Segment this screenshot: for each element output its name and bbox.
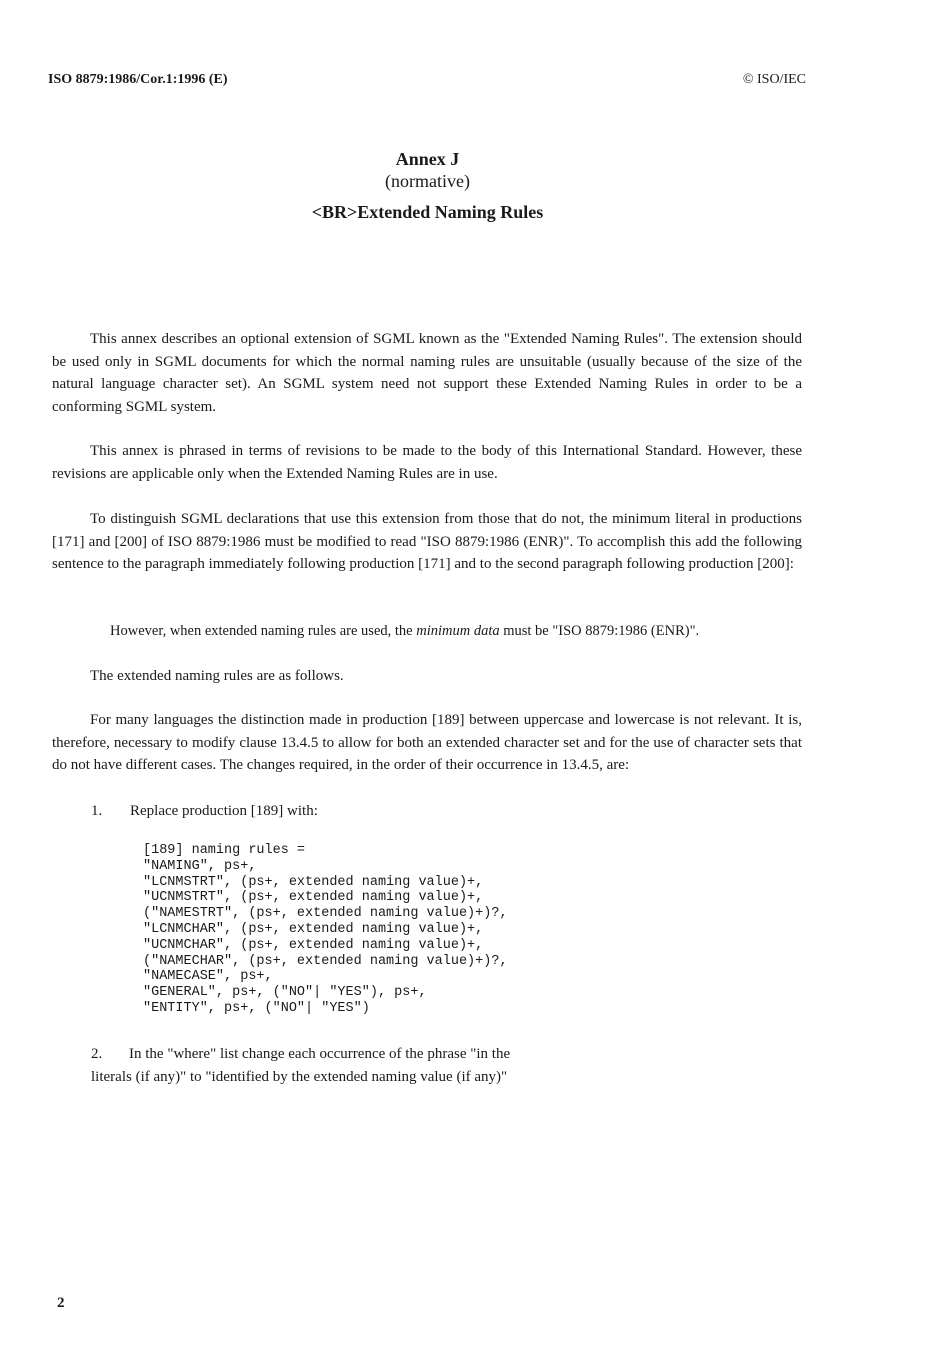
- code-line: "UCNMSTRT", (ps+, extended naming value)+,: [143, 890, 484, 906]
- document-id: ISO 8879:1986/Cor.1:1996 (E): [48, 72, 228, 87]
- annex-label: Annex J: [395, 149, 460, 169]
- quote-text-after: must be "ISO 8879:1986 (ENR)".: [499, 623, 700, 639]
- paragraph-languages: For many languages the distinction made in production [189] between uppercase and lowercase is not relevant. It is, therefore, necessary to modify clause 13.4.5 to allow for both an extended character set and for the use of character sets that do not have different cases. The changes required, in the order of their occurrence in 13.4.5, are:: [52, 712, 802, 773]
- annex-title-block: [0, 148, 855, 223]
- code-line: "UCNMCHAR", (ps+, extended naming value)+,: [143, 937, 484, 953]
- code-line: "GENERAL", ps+, ("NO"| "YES"), ps+,: [143, 985, 427, 1001]
- annex-heading: <BR>Extended Naming Rules: [311, 202, 544, 222]
- code-line: "NAMING", ps+,: [143, 858, 257, 874]
- code-line: "LCNMCHAR", (ps+, extended naming value)+,: [143, 921, 484, 937]
- quote-emphasis: minimum data: [416, 623, 500, 639]
- paragraph-distinguish: To distinguish SGML declarations that use this extension from those that do not, the minimum literal in productions [171] and [200] of ISO 8879:1986 must be modified to read "ISO 8879:1986 (ENR)". To accomplish this add the following sentence to the paragraph immediately following production [171] and to the second paragraph following production [200]:: [52, 511, 802, 572]
- paragraph-intro: This annex describes an optional extension of SGML known as the "Extended Naming Rules". The extension should be used only in SGML documents for which the normal naming rules are unsuitable (usually because of the size of the natural language character set). An SGML system need not support these Extended Naming Rules in order to be a conforming SGML system.: [52, 331, 802, 415]
- code-line: ("NAMECHAR", (ps+, extended naming value)+)?,: [143, 953, 508, 969]
- code-line: "LCNMSTRT", (ps+, extended naming value)+,: [143, 874, 484, 890]
- code-line: ("NAMESTRT", (ps+, extended naming value)+)?,: [143, 906, 508, 922]
- code-line: [189] naming rules =: [143, 843, 306, 858]
- copyright-notice: © ISO/IEC: [742, 72, 806, 87]
- quoted-sentence: [110, 621, 699, 641]
- paragraph-rules-intro: The extended naming rules are as follows.: [90, 668, 344, 684]
- list-number: 2.: [91, 1046, 103, 1062]
- code-line: "ENTITY", ps+, ("NO"| "YES"): [143, 1000, 370, 1016]
- list-text: In the "where" list change each occurrence of the phrase "in the literals (if any)" to "identified by the extended naming value (if any)": [91, 1046, 511, 1085]
- list-text: Replace production [189] with:: [130, 803, 318, 819]
- list-number: 1.: [91, 803, 103, 819]
- quote-text-before: However, when extended naming rules are used, the: [110, 623, 417, 639]
- production-code-block: [143, 843, 508, 1017]
- code-line: "NAMECASE", ps+,: [143, 969, 273, 985]
- paragraph-phrasing: This annex is phrased in terms of revisions to be made to the body of this International Standard. However, these revisions are applicable only when the Extended Naming Rules are in use.: [52, 443, 802, 482]
- annex-status: (normative): [385, 171, 470, 191]
- page-number: 2: [57, 1295, 65, 1311]
- list-item: [91, 800, 318, 823]
